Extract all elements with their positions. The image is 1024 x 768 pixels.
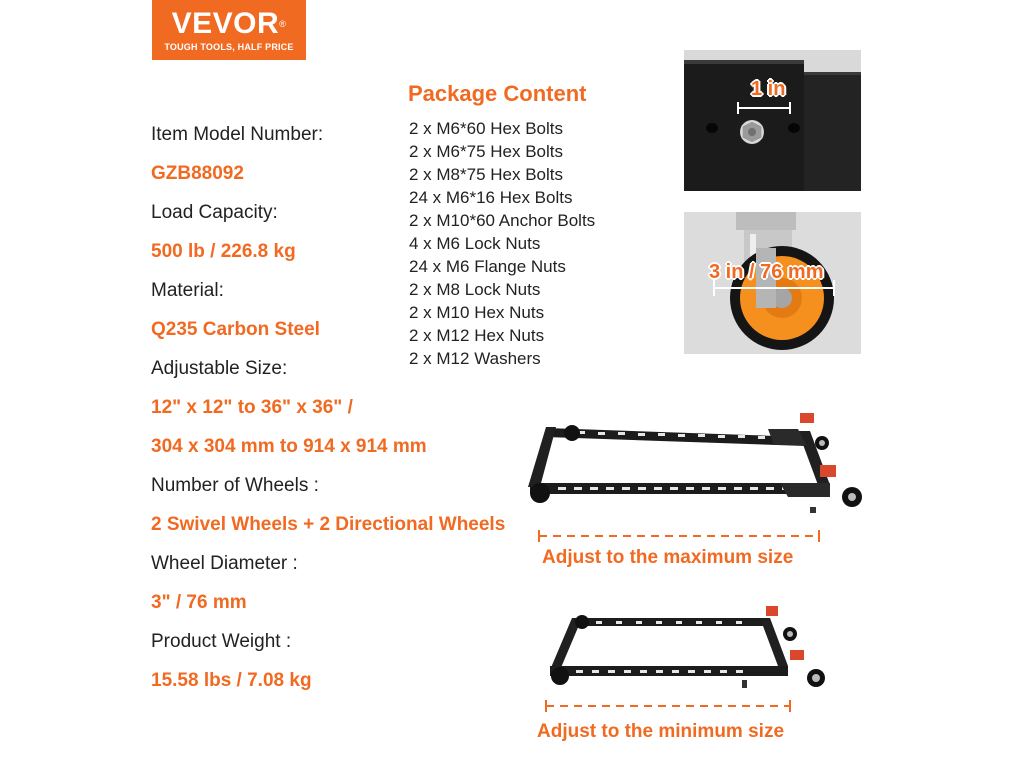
vevor-logo: VEVOR® TOUGH TOOLS, HALF PRICE <box>152 0 306 60</box>
spec-wheels-label: Number of Wheels : <box>151 475 319 496</box>
spec-model-value: GZB88092 <box>151 163 244 184</box>
max-size-label: Adjust to the maximum size <box>542 547 794 568</box>
spec-material-label: Material: <box>151 280 224 301</box>
brand-name: VEVOR <box>171 7 280 40</box>
package-item: 2 x M10 Hex Nuts <box>409 303 545 322</box>
package-item: 2 x M12 Washers <box>409 349 541 368</box>
spec-weight-label: Product Weight : <box>151 631 292 652</box>
package-list <box>409 117 595 370</box>
package-item: 2 x M6*60 Hex Bolts <box>409 119 564 138</box>
package-item: 2 x M8 Lock Nuts <box>409 280 541 299</box>
tube-bolt-illustration <box>684 50 861 191</box>
cart-min-illustration <box>536 604 832 696</box>
max-size-arrow <box>538 530 820 542</box>
spec-load-label: Load Capacity: <box>151 202 278 223</box>
spec-size-label: Adjustable Size: <box>151 358 288 379</box>
tube-bolt-photo <box>684 50 861 191</box>
spec-material-value: Q235 Carbon Steel <box>151 319 320 340</box>
min-size-label: Adjust to the minimum size <box>537 721 785 742</box>
wheel-diameter-label: 3 in / 76 mm <box>709 261 824 283</box>
hole-spacing-label: 1 in <box>751 78 786 100</box>
package-item: 2 x M8*75 Hex Bolts <box>409 165 564 184</box>
spec-size-value-metric: 304 x 304 mm to 914 x 914 mm <box>151 436 427 457</box>
spec-diameter-label: Wheel Diameter : <box>151 553 298 574</box>
package-item: 2 x M12 Hex Nuts <box>409 326 545 345</box>
min-size-arrow <box>545 700 791 712</box>
spec-size-value-imperial: 12" x 12" to 36" x 36" / <box>151 397 353 418</box>
package-item: 2 x M10*60 Anchor Bolts <box>409 211 596 230</box>
spec-diameter-value: 3" / 76 mm <box>151 592 247 613</box>
package-item: 24 x M6*16 Hex Bolts <box>409 188 573 207</box>
package-item: 2 x M6*75 Hex Bolts <box>409 142 564 161</box>
spec-model-label: Item Model Number: <box>151 124 324 145</box>
cart-max-illustration <box>518 405 874 515</box>
brand-tagline: TOUGH TOOLS, HALF PRICE <box>164 42 294 52</box>
spec-wheels-value: 2 Swivel Wheels + 2 Directional Wheels <box>151 514 506 535</box>
package-title: Package Content <box>408 81 587 106</box>
spec-load-value: 500 lb / 226.8 kg <box>151 241 296 262</box>
package-item: 24 x M6 Flange Nuts <box>409 257 566 276</box>
package-item: 4 x M6 Lock Nuts <box>409 234 541 253</box>
spec-weight-value: 15.58 lbs / 7.08 kg <box>151 670 312 691</box>
